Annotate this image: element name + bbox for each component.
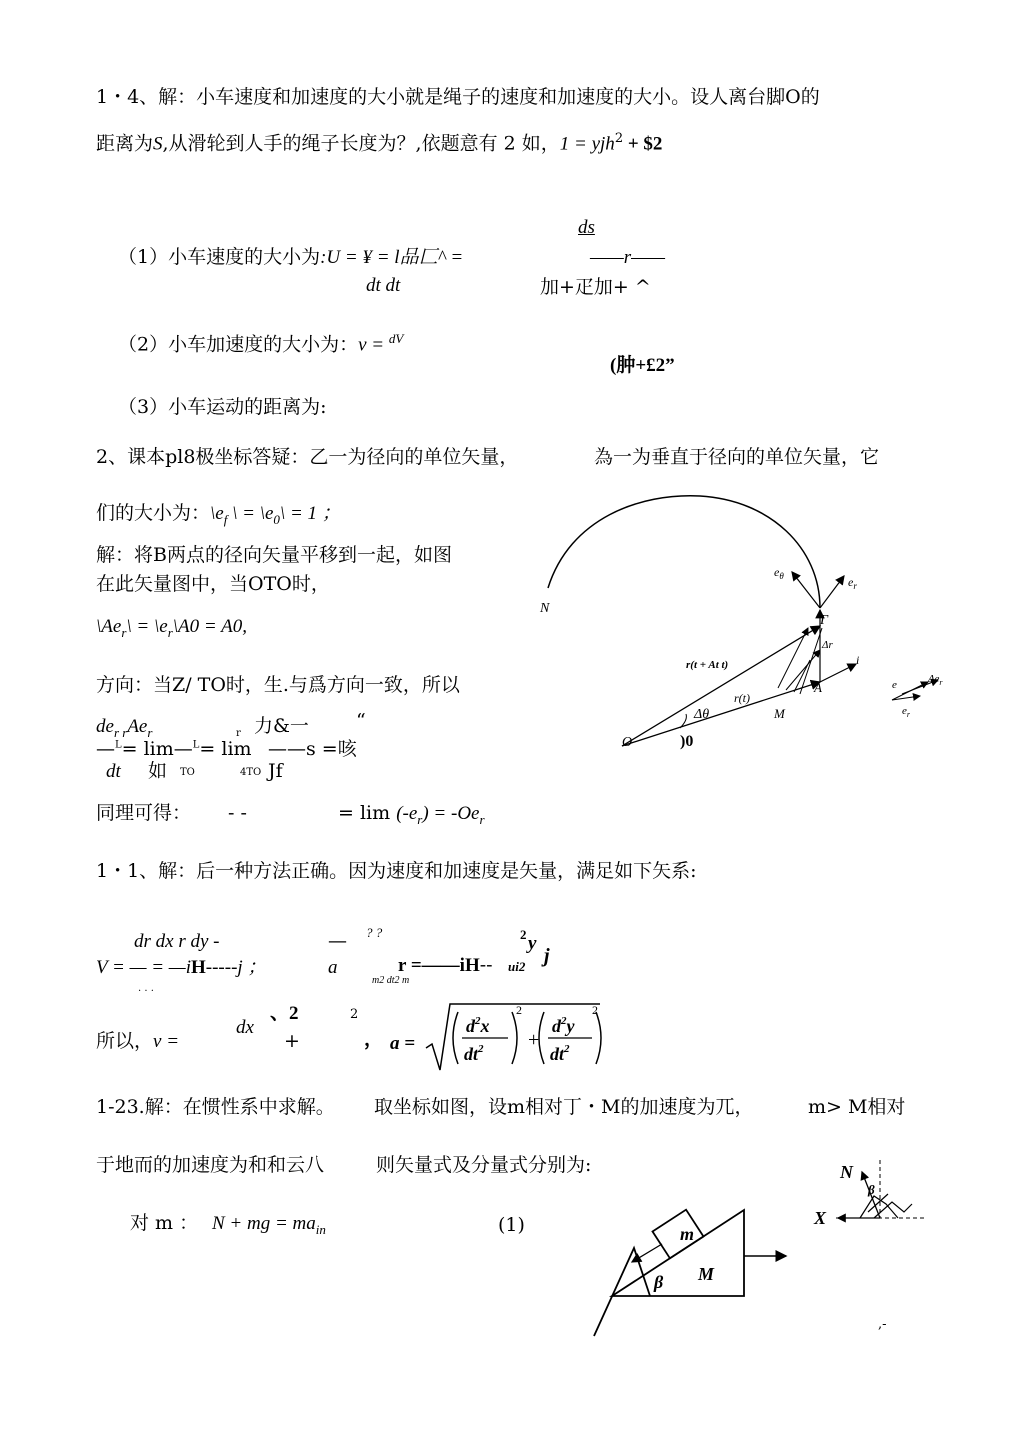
- text-span: （2）小车加速度的大小为：: [118, 333, 359, 356]
- q2-line: [118, 332, 403, 354]
- deriv-s: ——s =咳: [268, 738, 357, 760]
- label-M: M: [774, 706, 785, 721]
- text-span: \e: [210, 503, 224, 524]
- label-rt: r(t): [734, 691, 750, 705]
- label-Gamma: Γ: [820, 613, 828, 628]
- vector-r-t-dt: [622, 626, 820, 746]
- a-equals: a =: [390, 1033, 416, 1054]
- text-span: 们的大小为：: [96, 502, 211, 524]
- text-span: H: [464, 955, 480, 976]
- q1-ds: ds: [578, 217, 595, 238]
- label-O: O: [622, 735, 633, 750]
- comma-label: ，: [364, 1029, 384, 1050]
- text-span: r: [147, 724, 153, 740]
- text-span: \Ae: [96, 616, 122, 637]
- accel-a: a: [328, 957, 338, 978]
- text-span: d: [466, 1016, 475, 1036]
- text-span: Ae: [127, 716, 148, 737]
- deriv-4to: 4TO: [240, 767, 262, 778]
- eq-number: (1): [498, 1214, 525, 1236]
- vector-e-r: [820, 576, 844, 608]
- text-span: 距离为: [96, 132, 154, 155]
- label-N: N: [540, 601, 550, 616]
- velocity-main: [96, 958, 266, 977]
- label-side-de: [927, 673, 943, 687]
- deriv-force: 力&一: [254, 715, 309, 737]
- force-cluster: [860, 1194, 912, 1218]
- text-span: :U = ¥ = l品匚^ =: [320, 247, 464, 268]
- plus-label: +: [284, 1030, 300, 1052]
- text-span: \ = \e: [126, 616, 168, 637]
- section-1-23-line1b: 取坐标如图，设m相对丁・M的加速度为兀，: [374, 1096, 754, 1118]
- label-X: X: [814, 1208, 827, 1228]
- paren-left-2: [539, 1012, 544, 1064]
- accel-sup: ? ?: [366, 925, 383, 940]
- paren-right-1: [512, 1012, 517, 1064]
- label-zero: )0: [680, 733, 694, 750]
- label-side-e-r: [902, 705, 911, 719]
- text-span: 所以，: [96, 1030, 154, 1052]
- text-span: S: [153, 133, 163, 155]
- deriv-dt: dt: [106, 761, 121, 782]
- q1-rline: ——r——: [590, 247, 665, 268]
- deriv-top: [96, 717, 152, 739]
- so-label: [96, 1032, 179, 1051]
- accel-2y-sup: 2: [520, 927, 527, 942]
- text-span: 0: [273, 511, 280, 527]
- accel-dash: —: [328, 930, 347, 952]
- text-span: e: [848, 575, 854, 589]
- text-span: dt: [464, 1044, 479, 1064]
- incline-figure: [590, 1200, 810, 1340]
- paren-right-2: [596, 1012, 601, 1064]
- text-span: r: [479, 811, 485, 827]
- q2-denominator: (肿+£2”: [610, 355, 675, 376]
- text-span: = lim: [338, 802, 391, 824]
- label-beta-force: β: [868, 1182, 875, 1197]
- section-1-23-line1a: 1-23.解：在惯性系中求解。: [96, 1096, 335, 1118]
- text-span: ,从滑轮到人手的绳子长度为？,依题意有 2 如，: [162, 132, 560, 155]
- plus-sign: +: [528, 1029, 540, 1051]
- text-span: e: [774, 565, 780, 579]
- section2-line1b: 為一为垂直于径向的单位矢量，它: [594, 446, 880, 468]
- label-beta: β: [654, 1272, 664, 1292]
- arc-path: [548, 496, 820, 608]
- paren-left-1: [453, 1012, 458, 1064]
- text-span: ) = -Oe: [422, 803, 480, 824]
- text-span: 2: [475, 1015, 481, 1027]
- section2-eq1: [96, 617, 247, 639]
- text-span: --: [479, 954, 493, 976]
- problem-1-4-line2: [96, 132, 662, 153]
- vector-r-t: [622, 682, 820, 746]
- text-span: de: [96, 716, 114, 737]
- section2-line2: [96, 504, 341, 526]
- accel-small: m2 dt2 m: [372, 975, 410, 986]
- text-span: v =: [153, 1031, 180, 1052]
- acceleration-formula: [424, 998, 604, 1078]
- text-span: （1）小车速度的大小为: [118, 246, 321, 268]
- vector-to-i: [820, 664, 856, 682]
- label-N-force: N: [840, 1162, 853, 1182]
- similarly-dashes: - -: [228, 802, 247, 824]
- text-span: dt: [550, 1044, 565, 1064]
- dt2-den-1: [464, 1043, 484, 1064]
- accel-y: y: [528, 933, 537, 954]
- text-span: v =: [358, 334, 389, 356]
- label-side-e-theta: e: [892, 679, 897, 691]
- support-wedge: [594, 1248, 650, 1336]
- polar-vector-figure: [530, 488, 960, 768]
- text-span: in: [315, 1221, 326, 1237]
- text-span: 2: [564, 1043, 570, 1055]
- text-span: \ = \e: [227, 503, 274, 524]
- problem-1-4-line1: 1・4、解：小车速度和加速度的大小就是绳子的速度和加速度的大小。设人离台脚O的: [96, 86, 820, 108]
- comma2-label: 、2: [270, 1003, 299, 1024]
- text-span: dV: [388, 331, 404, 346]
- text-span: V = — = —i: [96, 957, 191, 978]
- section-1-23-line2b: 则矢量式及分量式分别为:: [376, 1154, 592, 1176]
- accel-ui2: ui2: [508, 959, 526, 974]
- label-rtdt: r(t + At t): [686, 659, 729, 671]
- text-span: = lim—: [121, 738, 193, 760]
- section2-direction: 方向：当Z/ TO时，生.与爲方向一致，所以: [96, 674, 460, 696]
- text-span: L: [115, 739, 122, 751]
- label-i: i: [856, 653, 860, 667]
- sup2-label: 2: [350, 1007, 359, 1022]
- dt2-den-2: [550, 1043, 570, 1064]
- force-diagram: [808, 1154, 928, 1234]
- tick-mark: ,-: [878, 1317, 887, 1332]
- text-span: e: [902, 705, 907, 717]
- q3-line: （3）小车运动的距离为:: [118, 396, 327, 418]
- text-span: x: [480, 1016, 490, 1036]
- accel-r: [398, 956, 493, 975]
- text-span: 2: [614, 131, 624, 146]
- text-span: + $2: [623, 133, 663, 155]
- text-span: —: [96, 738, 115, 760]
- text-span: -----j ；: [205, 957, 267, 978]
- accel-j: j: [544, 945, 550, 967]
- label-m: m: [680, 1224, 695, 1244]
- section2-sol1: 解：将B两点的径向矢量平移到一起，如图: [96, 544, 452, 566]
- text-span: d: [552, 1016, 561, 1036]
- deriv-to1: TO: [180, 767, 195, 778]
- block-m: [653, 1210, 704, 1259]
- label-theta: Δθ: [694, 707, 710, 722]
- text-span: r: [853, 581, 857, 591]
- deriv-r: r: [236, 728, 241, 739]
- pow-2: 2: [592, 1003, 598, 1017]
- eq-label: 对 m ：: [130, 1212, 199, 1234]
- eq-main: [212, 1214, 326, 1236]
- text-span: r: [417, 811, 423, 827]
- deriv-jf: Jf: [268, 760, 283, 782]
- deriv-mid: [96, 740, 252, 759]
- similarly-line: [96, 804, 191, 823]
- text-span: r: [906, 710, 911, 719]
- text-span: L: [192, 739, 200, 751]
- vector-small1: [778, 628, 808, 688]
- text-span: Δe: [928, 673, 940, 685]
- label-M-wedge: M: [698, 1264, 715, 1284]
- text-span: r =——i: [398, 955, 465, 976]
- text-span: r: [939, 678, 943, 687]
- label-e-r: [848, 575, 857, 591]
- text-span: (-e: [396, 803, 418, 824]
- d2x-num: [466, 1015, 490, 1036]
- text-span: N + mg = ma: [212, 1213, 316, 1234]
- velocity-dots: . . .: [138, 983, 154, 994]
- q1-denominator: 加+疋加+ ^: [540, 276, 651, 298]
- section-1-1-line1: 1・1、解：后一种方法正确。因为速度和加速度是矢量，满足如下矢系:: [96, 860, 697, 882]
- label-A: A: [814, 680, 822, 695]
- text-span: \A0 = A0,: [172, 616, 247, 637]
- text-span: 2: [478, 1043, 484, 1055]
- text-span: r: [167, 624, 173, 640]
- text-span: r r: [113, 724, 128, 740]
- deriv-quote: “: [356, 710, 366, 732]
- text-span: f: [223, 511, 228, 527]
- pow-1: 2: [516, 1003, 522, 1017]
- velocity-top: dr dx r dy -: [134, 931, 220, 952]
- section-1-23-line2a: 于地而的加速度为和和云八: [96, 1154, 325, 1176]
- text-span: 1 = yjh: [559, 133, 615, 155]
- text-span: y: [566, 1016, 575, 1036]
- q1-line: [118, 248, 463, 267]
- label-delta-r: Δr: [822, 639, 833, 651]
- q1-dtdt: dt dt: [366, 275, 401, 296]
- section2-sol2: 在此矢量图中，当OTO时，: [96, 573, 330, 595]
- text-span: θ: [779, 571, 784, 581]
- section-1-23-line1c: m> M相对: [808, 1096, 906, 1118]
- d2y-num: [552, 1015, 576, 1036]
- text-span: H: [190, 957, 206, 978]
- dx-label: dx: [236, 1017, 254, 1038]
- deriv-ru: 如: [148, 760, 168, 782]
- text-span: \ = 1 ；: [279, 503, 341, 524]
- text-span: = lim: [199, 738, 252, 760]
- text-span: r: [121, 624, 127, 640]
- section2-line1a: 2、课本pl8极坐标答疑：乙一为径向的单位矢量，: [96, 446, 519, 468]
- text-span: 同理可得：: [96, 802, 192, 824]
- similarly-lim: [338, 804, 485, 826]
- label-e-theta: [774, 565, 784, 581]
- text-span: 2: [561, 1015, 567, 1027]
